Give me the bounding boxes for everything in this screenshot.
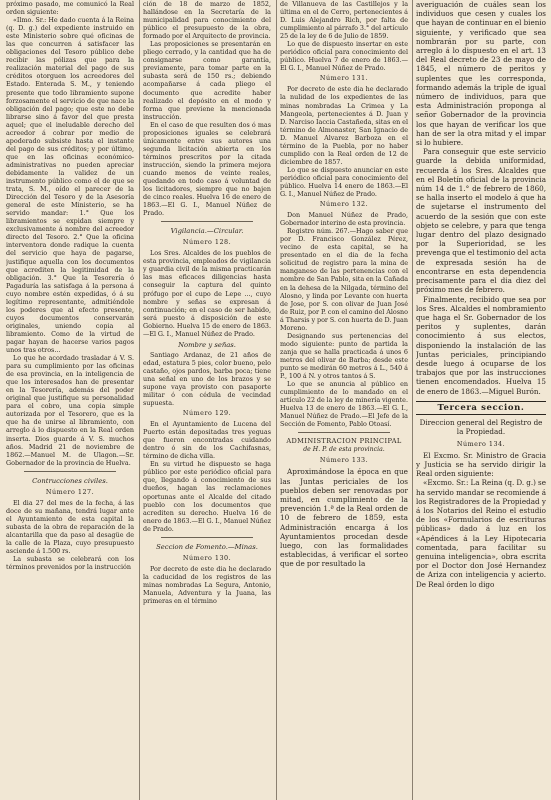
paragraph: ción de 18 de marzo de 1852, hallándose en la Secretaría de la municipalidad para conocimiento del público el presupuesto de la obra, formado por el Arquitecto de provincia.	[143, 0, 271, 41]
divider	[298, 432, 390, 433]
paragraph: Aproximándose la época en que las Juntas periciales de los pueblos deben ser renovadas por mitad, en cumplimiento de la prevención 1.ª de la Real orden de 10 de febrero de 1859, esta Administración encarga á los Ayuntamientos procedan desde luego, con las formalidades establecidas, á verificar el sorteo que de por resultado la	[280, 467, 408, 569]
paragraph: Para conseguir que este servicio guarde la debida uniformidad, recuerda á los Sres. Alcaldes que en el Boletín oficial de la provincia núm 14 de 1.° de febrero de 1860, se halla inserto el modelo á que ha de sujetarse el instrumento del acuerdo de la sesión que con este objeto se celebre, y para que tenga lugar dentro del plazo designado por la Superioridad, se les prevenga que el testimonio del acta de expresada sesión ha de encontrarse en esta dependencia precisamente para el dia diez del próximo mes de febrero.	[416, 147, 546, 295]
notice-number: Número 129.	[182, 409, 232, 418]
section-heading: Vigilancia.—Circular.	[170, 227, 244, 236]
section-banner: Tercera seccion.	[416, 401, 546, 415]
notice-number: Número 131.	[319, 74, 369, 83]
paragraph: El Excmo. Sr. Ministro de Gracia y Justicia se ha servido dirigir la Real orden siguiente:	[416, 450, 546, 479]
paragraph: «Ilmo. Sr.: He dado cuenta á la Reina (q. D. g.) del expediente instruido en este Ministerio sobre qué oficinas de las que concurren á satisfacer las obligaciones del Tesoro público debe recibir las pólizas que para la realización material del pago de sus créditos otorguen los acreedores del Estado. Enterada S. M., y teniendo presente que todo libramiento supone forzosamente el servicio de que nace la obligación del pago; que este no debe librarse sino á favor del que presta aquel; que el ineludable derecho del acreedor á cobrar por medio de apoderado subsiste hasta el instante del pago de sus créditos; y por último, que en las oficinas económico-administrativas no pueden apreciar debidamente la validez de un instrumento público como el de que se trata, S. M., oído el parecer de la Dirección del Tesoro y de la Asesoría general de este Ministerio, se ha servido mandar: 1.° Que los libramientos se expidan siempre y exclusivamente á nombre del acreedor directo del Tesoro. 2.° Que la oficina interventora donde radique la cuenta del servicio que haya de pagarse, justifique aquella con los documentos que acrediten la legitimidad de la obligación. 3.° Que la Tesorería ó Pagaduría las satisfaga á la persona á cuyo nombre estén expedidas, ó á su legítimo representante, admitiéndole los poderes que al efecto presente, cuyos documentos conservarán originales, uniendo copia al libramiento. Como de la virtud de pagar hayan de hacerse varios pagos unos tras otros...	[6, 16, 134, 355]
paragraph: averiguación de cuáles sean los individuos que cesen y cuales los que hayan de continuar en el bienio siguiente, y verificado que sea nombrarán por su parte, con arreglo á lo dispuesto en el art. 13 del Real decreto de 23 de mayo de 1845, el número de peritos y suplentes que les corresponda, formando además la triple de igual número de individuos, para que esta Administración proponga al señor Gobernador de la provincia los que hayan de verificar los que han de ser la otra mitad y el impar si lo hubiere.	[416, 0, 546, 148]
paragraph: Por decreto de este dia he declarado la nulidad de los expedientes de las minas nombradas La Crimea y La Mangeola, pertenecientes á D. Juan y D. Narciso Iaccia Castañeda, sitas en el término de Almonaster, San Ignacio de D. Manuel Alvarez Barboza en el término de la Puebla, por no haber cumplido con la Real orden de 12 de diciembre de 1857.	[280, 85, 408, 166]
paragraph: En el Ayuntamiento de Lucena del Puerto están depositadas tres yeguas que fueron encontradas cuidando dentro ó sin de los Cachifasnas, término de dicha villa.	[143, 420, 271, 461]
paragraph: Las proposiciones se presentarán en pliego cerrado, y la cantidad que ha de consignarse como garantía, previamente, para tomar parte en la subasta será de 150 rs.; debiendo acompañarse á cada pliego el documento que acredite haber realizado el depósito en el modo y forma que previene la mencionada instrucción.	[143, 40, 271, 121]
paragraph: Finalmente, recibido que sea por los Sres. Alcaldes el nombramiento que haga el Sr. Gobernador de los peritos y suplentes, darán conocimiento á sus electos, disponiendo la instalación de las Juntas periciales, principiando desde luego á ocuparse de los trabajos que por las instrucciones tienen encomendados. Huelva 15 de enero de 1863.—Miguel Burón.	[416, 294, 546, 396]
paragraph: El dia 27 del mes de la fecha, á las doce de su mañana, tendrá lugar ante el Ayuntamiento de esta capital la subasta de la obra de reparación de la alcantarilla que da paso al desagüe de la calle de la Plaza, cuyo presupuesto asciende á 1.500 rs.	[6, 498, 134, 555]
paragraph: En el caso de que resulten dos ó mas proposiciones iguales se celebrará únicamente entre sus autores una segunda licitación abierta en los términos prescritos por la citada instrucción, siendo la primera mejora cuando menos de veinte reales, quedando en todo caso á voluntad de los licitadores, siempre que no bajen de cinco reales. Huelva 16 de enero de 1863.—El G. I., Manuel Núñez de Prado.	[143, 120, 271, 218]
section-heading: Seccion de Fomento.—Minas.	[156, 542, 258, 551]
paragraph: Lo que de dispuesto insertar en este periódico oficial para conocimiento del público. Huelva 7 de enero de 1863.—El G. I., Manuel Núñez de Prado.	[280, 40, 408, 73]
column-4	[416, 0, 546, 800]
paragraph: Lo que he acordado trasladar á V. S. para su cumplimiento por las oficinas de esa provincia, en la inteligencia de que los interesados han de presentar en la Tesorería, además del poder original que justifique su personalidad para el cobro, una copia simple autorizada por el Tesorero, que es la que ha de unirse al libramiento, con arreglo á lo dispuesto en la Real orden inserta. Dios guarde á V. S. muchos años. Madrid 21 de noviembre de 1862.—Manuel M. de Ulagon.—Sr. Gobernador de la provincia de Huelva.	[6, 354, 134, 467]
divider	[161, 537, 253, 538]
paragraph: próximo pasado, me comunicó la Real orden siguiente:	[6, 0, 134, 17]
column-3	[280, 0, 408, 800]
notice-number: Número 133.	[319, 456, 369, 465]
paragraph: «Excmo. Sr.: La Reina (q. D. g.) se ha servido mandar se recomiende á los Registradores de la Propiedad y á los Notarios del Reino el estudio de los «Formularios de escrituras públicas» dado á luz en los «Apéndices á la Ley Hipotecaria comentada, para facilitar su genuina inteligencia», obra escrita por el Doctor don José Hernandez de Ariza con inteligencia y acierto. De Real órden lo digo	[416, 478, 546, 589]
notice-number: Número 127.	[45, 487, 95, 496]
column-1	[6, 0, 134, 800]
column-rule	[139, 0, 140, 800]
notice-number: Número 132.	[319, 200, 369, 209]
paragraph: Registro núm. 267.—Hago saber que por D. Francisco González Pérez, vecino de esta capital, se ha presentado en el dia de la fecha solicitud de registro para la mina de manganeso de las pertenencias con el nombre de San Pablo, sita en la Cañada en la dehesa de la Nilgada, término del Alosno, y linda por Levante con huerta de Jose, por S. con olivar de Juan José de Ruiz, por P. con el camino del Alosno á Tharsis y por S. con huerta de D. Juan Moreno.	[280, 227, 408, 332]
section-heading: Nombre y señas.	[178, 340, 236, 349]
notice-number: Número 128.	[182, 238, 232, 247]
section-heading: ADMINISTRACION PRINCIPAL	[286, 437, 402, 446]
section-heading: Contrucciones civiles.	[32, 476, 108, 485]
paragraph: Los Sres. Alcaldes de los pueblos de esta provincia, empleados de vigilancia y guardia civil de la misma practicarán las mas eficaces diligencias hasta conseguir la captura del quinto prófugo por el cupo de Lepe ..., cuyo nombre y señas se expresan á continuación; en el caso de ser habido, será puesto á disposición de este Gobierno. Huelva 15 de enero de 1863.—El G. I., Manuel Núñez de Prado.	[143, 249, 271, 338]
paragraph: Santiago Ardanaz, de 21 años de edad, estatura 5 pies, color bueno, pelo castaño, ojos pardos, barba poca; tiene una señal en uno de los brazos y se supone vaya provisto con pasaporte militar ó con cédula de vecindad supuesta.	[143, 350, 271, 408]
notice-number: Número 134.	[456, 439, 506, 448]
column-2	[143, 0, 271, 800]
divider	[24, 471, 116, 472]
notice-number: Número 130.	[182, 553, 232, 562]
column-rule	[412, 0, 413, 800]
paragraph: Designando sus pertenencias del modo siguiente: punto de partida la zanja que se halla practicada á unos 6 metros del olivar de Barba; desde este punto se medirán 60 metros á L., 540 á P., 100 á N. y otros tantos á S.	[280, 331, 408, 381]
paragraph: Lo que se anuncia al público en cumplimiento de lo mandado en el artículo 22 de la ley de minería vigente. Huelva 13 de enero de 1863.—El G. I., Manuel Núñez de Prado.—El Jefe de la Sección de Fomento, Pablo Otoasí.	[280, 380, 408, 429]
paragraph: Por decreto de este dia he declarado la caducidad de los registros de las minas nombradas La Segura, Antonio, Manuela, Adventura y la Juana, las primeras en el término	[143, 564, 271, 605]
section-subheading: de H. P. de esta provincia.	[303, 445, 385, 453]
paragraph: de Villanueva de las Castillejos y la última en el de Cerro, pertenecientes á D. Luis Alejandro Rich, por falta de cumplimiento al párrafo 3.° del artículo 25 de la ley de 6 de Julio de 1859.	[280, 0, 408, 41]
paragraph: Lo que se dispuesto anunciar en este periódico oficial para conocimiento del público. Huelva 14 enero de 1863.—El G. I., Manuel Núñez de Prado.	[280, 165, 408, 199]
divider	[161, 221, 253, 222]
paragraph: Don Manuel Núñez de Prado, Gobernador interino de esta provincia.	[280, 211, 408, 228]
paragraph: En su virtud he dispuesto se haga público por este periódico oficial para que, llegando á conocimiento de sus dueños, hagan las reclamaciones oportunas ante el Alcalde del citado pueblo con los documentos que acrediten su derecho. Huelva 16 de enero de 1863.—El G. I., Manuel Núñez de Prado.	[143, 460, 271, 533]
section-subheading: Direccion general del Registro de la Propiedad.	[419, 417, 543, 437]
paragraph: La subasta se celebrará con los términos prevenidos por la instrucción	[6, 555, 134, 572]
column-rule	[276, 0, 277, 800]
